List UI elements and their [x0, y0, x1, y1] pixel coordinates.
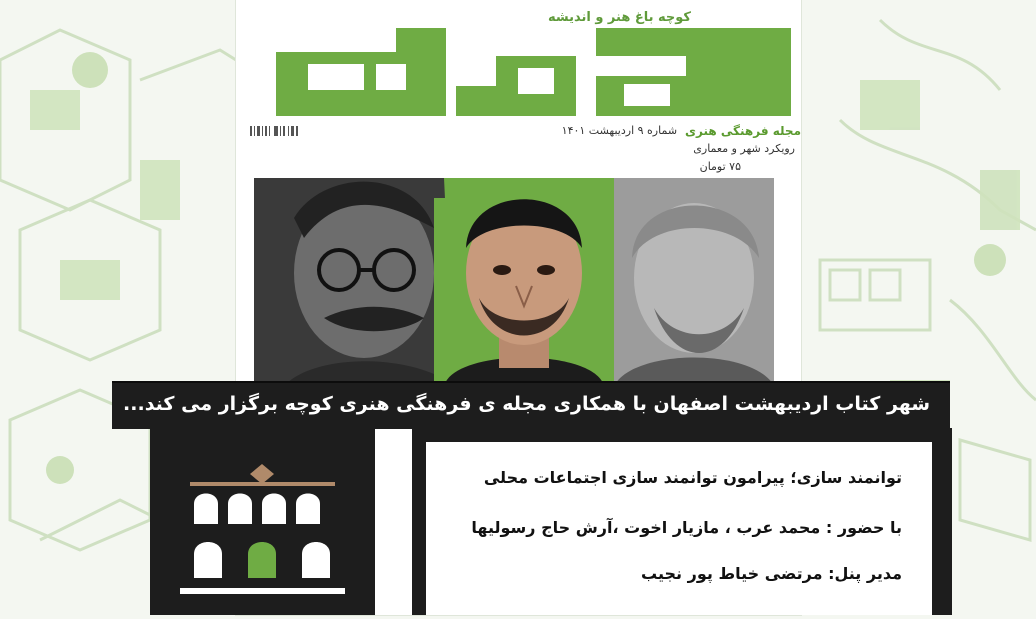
- shahr-ketab-logo: [150, 428, 375, 615]
- magazine-logo: [256, 16, 796, 121]
- portrait-left: [254, 178, 454, 386]
- portrait-middle: [434, 198, 614, 386]
- issue-info: [511, 124, 801, 174]
- event-title: توانمند سازی؛ پیرامون توانمند سازی اجتماعات محلی: [483, 468, 902, 487]
- magazine-subject: مجله فرهنگی هنری: [685, 124, 801, 138]
- banner-text: شهر کتاب اردیبهشت اصفهان با همکاری مجله ی فرهنگی هنری کوچه برگزار می کند...: [123, 393, 930, 415]
- event-banner: [112, 381, 950, 429]
- event-guests: با حضور : محمد عرب ، مازیار اخوت ،آرش حاج رسولیها: [471, 518, 902, 537]
- magazine-price: ۷۵ تومان: [699, 160, 741, 173]
- issue-number: شماره ۹ اردیبهشت ۱۴۰۱: [561, 124, 678, 137]
- event-info: [426, 442, 932, 615]
- event-moderator: مدیر پنل: مرتضی خیاط پور نجیب: [641, 564, 902, 583]
- arches-logo-icon: [150, 428, 375, 615]
- magazine-tagline: کوچه باغ هنر و اندیشه: [547, 10, 691, 25]
- barcode-icon: [250, 124, 320, 138]
- portrait-photos: [254, 178, 774, 386]
- magazine-theme: رویکرد شهر و معماری: [693, 142, 795, 155]
- portrait-right: [614, 178, 774, 386]
